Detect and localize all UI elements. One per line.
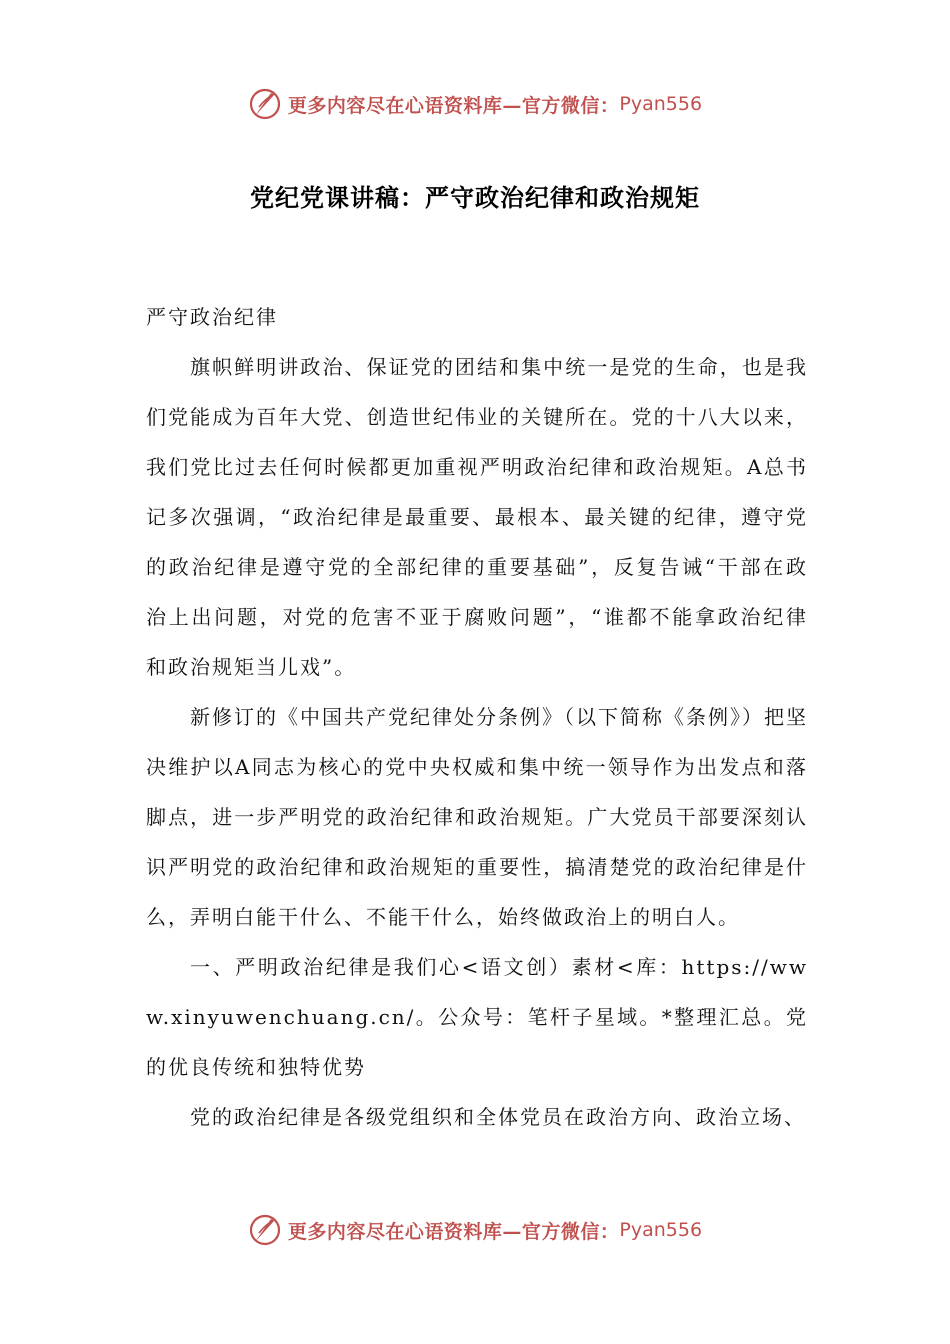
- paragraph: 一、严明政治纪律是我们心<语文创）素材<库：https://www.xinyuwenchuang.cn/。公众号：笔杆子星域。*整理汇总。党的优良传统和独特优势: [146, 955, 808, 1079]
- header-watermark: [0, 82, 950, 126]
- paragraph: 党的政治纪律是各级党组织和全体党员在政治方向、政治立场、: [190, 1105, 806, 1129]
- watermark-contact: Pyan556: [619, 93, 703, 115]
- watermark-text: 更多内容尽在心语资料库—官方微信：: [287, 94, 620, 117]
- paragraph: 新修订的《中国共产党纪律处分条例》（以下简称《条例》）把坚决维护以A同志为核心的党中央权威和集中统一领导作为出发点和落脚点，进一步严明党的政治纪律和政治规矩。广大党员干部要深刻认识严明党的政治纪律和政治规矩的重要性，搞清楚党的政治纪律是什么，弄明白能干什么、不能干什么，始终做政治上的明白人。: [146, 705, 808, 929]
- watermark-contact: Pyan556: [619, 1219, 703, 1241]
- quill-pen-icon: [248, 1213, 282, 1247]
- footer-watermark: [0, 1208, 950, 1252]
- document-body: [146, 292, 808, 1142]
- document-title: 党纪党课讲稿：严守政治纪律和政治规矩: [250, 183, 700, 212]
- paragraph: 旗帜鲜明讲政治、保证党的团结和集中统一是党的生命，也是我们党能成为百年大党、创造世纪伟业的关键所在。党的十八大以来，我们党比过去任何时候都更加重视严明政治纪律和政治规矩。A总书记多次强调，“政治纪律是最重要、最根本、最关键的纪律，遵守党的政治纪律是遵守党的全部纪律的重要基础”，反复告诫“干部在政治上出问题，对党的危害不亚于腐败问题”，“谁都不能拿政治纪律和政治规矩当儿戏”。: [146, 355, 808, 679]
- section-heading: 严守政治纪律: [146, 305, 278, 329]
- watermark-text: 更多内容尽在心语资料库—官方微信：: [287, 1220, 620, 1243]
- quill-pen-icon: [248, 87, 282, 121]
